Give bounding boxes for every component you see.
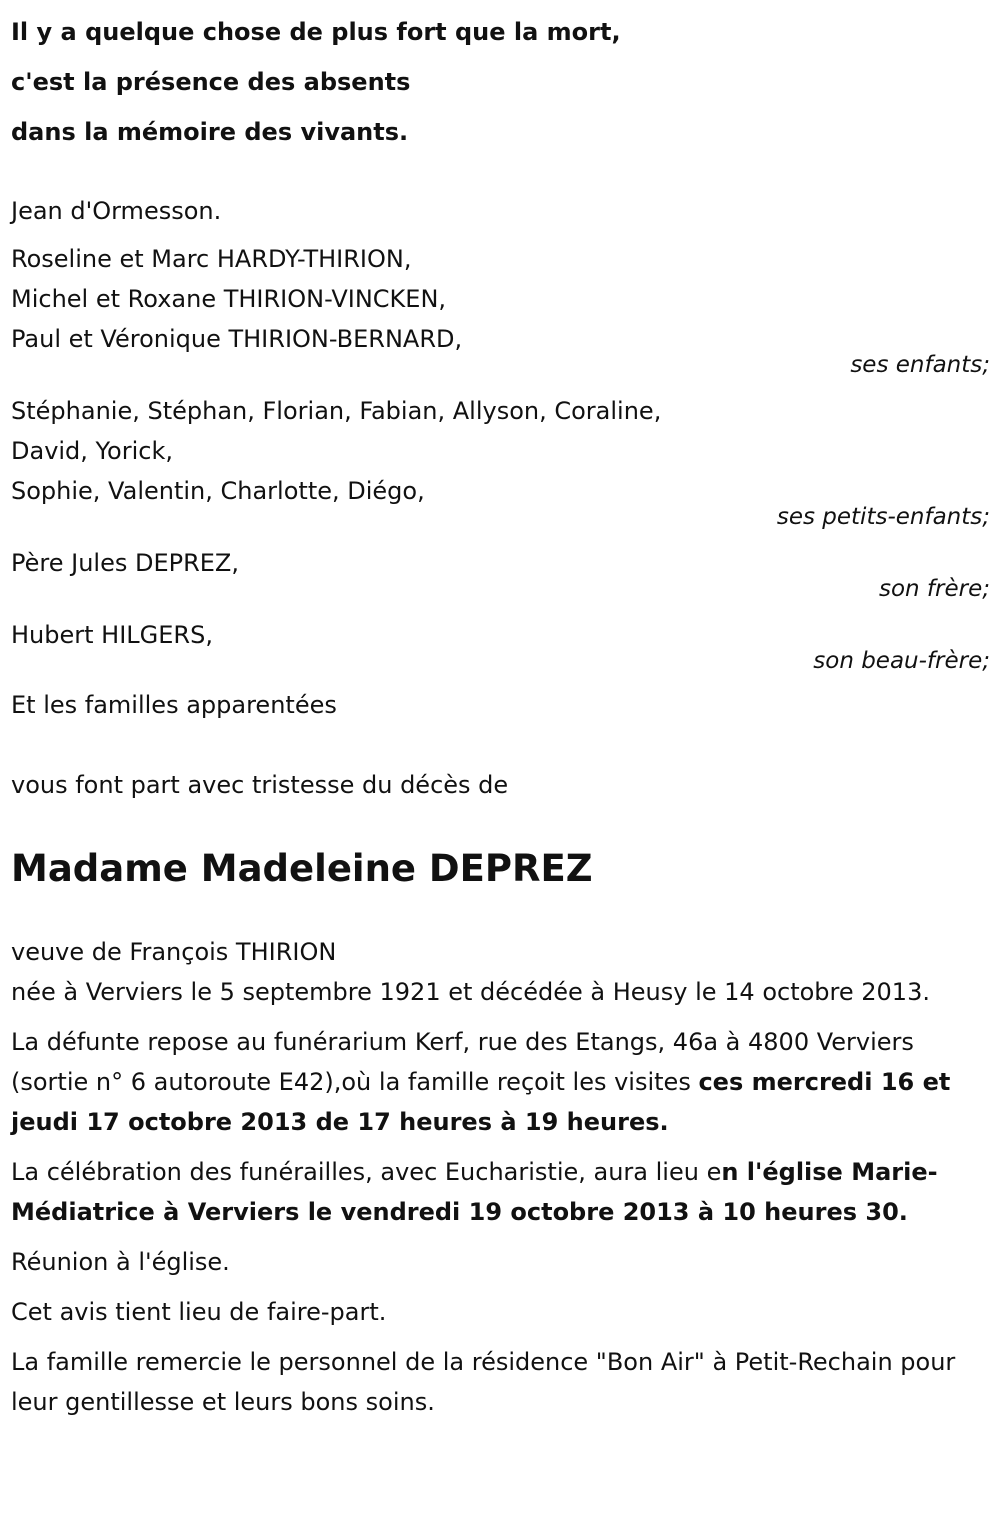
grandchild-line: Sophie, Valentin, Charlotte, Diégo, (11, 477, 425, 505)
visitation-info (11, 1022, 990, 1142)
funeral-place-time: n l'église Marie-Médiatrice à Verviers le vendredi 19 octobre 2013 à 10 heures 30. (11, 1158, 938, 1226)
grandchildren-role: ses petits-enfants; (776, 504, 990, 530)
grandchild-line: David, Yorick, (11, 437, 173, 465)
quote-line-3: dans la mémoire des vivants. (11, 118, 409, 146)
brother-name: Père Jules DEPREZ, (11, 549, 239, 577)
notice-info: Cet avis tient lieu de faire-part. (11, 1298, 387, 1326)
brother-block (11, 543, 990, 601)
visitation-text: La défunte repose au funérarium Kerf, rue des Etangs, 46a à 4800 Verviers (sortie n° 6 autoroute E42),où la famille reçoit les visites (11, 1028, 914, 1096)
brother-in-law-role: son beau-frère; (813, 648, 990, 674)
deceased-name: Madame Madeleine DEPREZ (11, 847, 593, 890)
quote-author: Jean d'Ormesson. (11, 197, 222, 225)
brother-in-law-name: Hubert HILGERS, (11, 621, 213, 649)
visitation-hours: ces mercredi 16 et jeudi 17 octobre 2013 de 17 heures à 19 heures. (11, 1068, 951, 1136)
brother-role: son frère; (878, 576, 990, 602)
related-families: Et les familles apparentées (11, 691, 337, 719)
grandchild-line: Stéphanie, Stéphan, Florian, Fabian, Allyson, Coraline, (11, 397, 662, 425)
meeting-info: Réunion à l'église. (11, 1248, 230, 1276)
funeral-info (11, 1152, 990, 1232)
quote-line-2: c'est la présence des absents (11, 68, 411, 96)
funeral-text: La célébration des funérailles, avec Eucharistie, aura lieu e (11, 1158, 722, 1186)
child-line: Paul et Véronique THIRION-BERNARD, (11, 325, 463, 353)
grandchildren-block (11, 391, 990, 529)
children-block (11, 239, 990, 377)
brother-in-law-block (11, 615, 990, 673)
child-line: Roseline et Marc HARDY-THIRION, (11, 245, 412, 273)
widow-of: veuve de François THIRION (11, 938, 337, 966)
quote-line-1: Il y a quelque chose de plus fort que la mort, (11, 18, 621, 46)
announcement-text: vous font part avec tristesse du décès de (11, 771, 509, 799)
child-line: Michel et Roxane THIRION-VINCKEN, (11, 285, 447, 313)
epigraph-quote (11, 7, 990, 157)
children-role: ses enfants; (850, 352, 990, 378)
birth-death-dates: née à Verviers le 5 septembre 1921 et décédée à Heusy le 14 octobre 2013. (11, 978, 930, 1006)
thanks-info: La famille remercie le personnel de la résidence "Bon Air" à Petit-Rechain pour leur gentillesse et leurs bons soins. (11, 1348, 956, 1416)
